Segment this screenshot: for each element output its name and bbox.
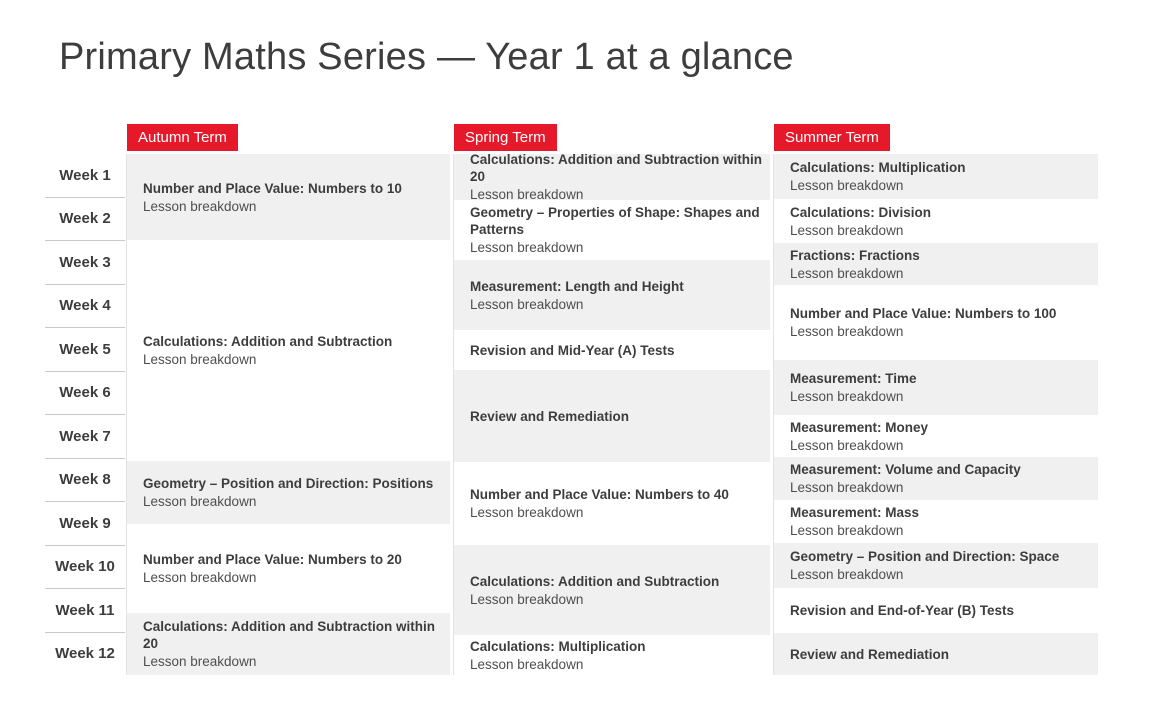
unit-block: [454, 260, 770, 330]
unit-title: Geometry – Position and Direction: Space: [790, 549, 1060, 564]
unit-block: [454, 635, 770, 675]
unit-block: [127, 613, 450, 675]
term-column-spring: [453, 124, 770, 675]
unit-block: [127, 524, 450, 613]
unit-title: Calculations: Division: [790, 204, 932, 220]
unit-block: [454, 154, 770, 200]
unit-block: [774, 633, 1098, 675]
unit-title: Measurement: Money: [790, 419, 929, 435]
week-row-label: Week 7: [45, 415, 125, 459]
lesson-breakdown-link[interactable]: Lesson breakdown: [790, 222, 904, 238]
week-row-label: Week 5: [45, 328, 125, 372]
lesson-breakdown-link[interactable]: Lesson breakdown: [790, 437, 904, 453]
lesson-breakdown-link[interactable]: Lesson breakdown: [470, 591, 584, 607]
unit-title: Measurement: Length and Height: [470, 278, 684, 294]
unit-block: [127, 461, 450, 524]
unit-title: Calculations: Multiplication: [470, 638, 646, 654]
unit-title: Number and Place Value: Numbers to 40: [470, 487, 729, 502]
term-badge-autumn: Autumn Term: [127, 124, 238, 151]
lesson-breakdown-link[interactable]: Lesson breakdown: [790, 567, 904, 582]
lesson-breakdown-link[interactable]: Lesson breakdown: [470, 240, 584, 255]
lesson-breakdown-link[interactable]: Lesson breakdown: [143, 352, 257, 367]
unit-block: [454, 200, 770, 260]
week-row-label: Week 9: [45, 502, 125, 546]
unit-title: Number and Place Value: Numbers to 10: [143, 180, 402, 196]
lesson-breakdown-link[interactable]: Lesson breakdown: [790, 523, 904, 538]
unit-title: Calculations: Addition and Subtraction within 20: [470, 152, 762, 184]
unit-block: [454, 545, 770, 635]
unit-block: [454, 330, 770, 370]
unit-block: [774, 543, 1098, 588]
unit-block: [774, 588, 1098, 633]
week-row-label: Week 8: [45, 459, 125, 503]
unit-title: Review and Remediation: [470, 408, 630, 424]
unit-block: [774, 154, 1098, 199]
term-badge-spring: Spring Term: [454, 124, 557, 151]
lesson-breakdown-link[interactable]: Lesson breakdown: [470, 187, 584, 202]
unit-title: Number and Place Value: Numbers to 20: [143, 552, 402, 567]
unit-block: [774, 457, 1098, 500]
week-column: [45, 154, 125, 675]
lesson-breakdown-link[interactable]: Lesson breakdown: [790, 178, 904, 193]
unit-title: Calculations: Addition and Subtraction within 20: [143, 619, 435, 651]
week-row-label: Week 4: [45, 285, 125, 329]
unit-title: Geometry – Position and Direction: Positions: [143, 476, 434, 491]
unit-title: Fractions: Fractions: [790, 247, 920, 263]
unit-block: [774, 360, 1098, 415]
unit-title: Calculations: Addition and Subtraction: [143, 334, 393, 349]
term-column-summer: [773, 124, 1098, 675]
unit-block: [774, 243, 1098, 285]
term-blocks-summer: [773, 154, 1098, 675]
week-row-label: Week 6: [45, 372, 125, 416]
term-badge-summer: Summer Term: [774, 124, 890, 151]
lesson-breakdown-link[interactable]: Lesson breakdown: [790, 480, 904, 495]
lesson-breakdown-link[interactable]: Lesson breakdown: [143, 570, 257, 585]
lesson-breakdown-link[interactable]: Lesson breakdown: [143, 654, 257, 669]
unit-block: [127, 240, 450, 461]
unit-title: Calculations: Addition and Subtraction: [470, 573, 720, 589]
lesson-breakdown-link[interactable]: Lesson breakdown: [143, 198, 257, 214]
week-row-label: Week 2: [45, 198, 125, 242]
lesson-breakdown-link[interactable]: Lesson breakdown: [470, 505, 584, 520]
unit-title: Measurement: Mass: [790, 505, 920, 520]
unit-title: Calculations: Multiplication: [790, 160, 966, 175]
week-row-label: Week 10: [45, 546, 125, 590]
week-row-label: Week 11: [45, 589, 125, 633]
term-blocks-autumn: [126, 154, 450, 675]
unit-title: Measurement: Volume and Capacity: [790, 462, 1021, 477]
unit-block: [774, 285, 1098, 360]
unit-block: [774, 500, 1098, 543]
unit-block: [774, 199, 1098, 243]
lesson-breakdown-link[interactable]: Lesson breakdown: [143, 494, 257, 509]
lesson-breakdown-link[interactable]: Lesson breakdown: [790, 324, 904, 339]
unit-block: [127, 154, 450, 240]
week-row-label: Week 12: [55, 645, 115, 663]
week-row-label: Week 3: [45, 241, 125, 285]
unit-title: Revision and End-of-Year (B) Tests: [790, 603, 1015, 618]
unit-block: [454, 370, 770, 462]
term-column-autumn: [126, 124, 450, 675]
unit-title: Measurement: Time: [790, 371, 917, 386]
lesson-breakdown-link[interactable]: Lesson breakdown: [470, 656, 584, 672]
unit-title: Geometry – Properties of Shape: Shapes and Patterns: [470, 205, 760, 237]
unit-block: [454, 462, 770, 545]
unit-title: Review and Remediation: [790, 646, 950, 662]
week-row-label: Week 1: [45, 154, 125, 198]
unit-title: Revision and Mid-Year (A) Tests: [470, 342, 675, 358]
year-planner-table: [45, 124, 1105, 675]
unit-title: Number and Place Value: Numbers to 100: [790, 306, 1057, 321]
lesson-breakdown-link[interactable]: Lesson breakdown: [470, 296, 584, 312]
unit-block: [774, 415, 1098, 457]
lesson-breakdown-link[interactable]: Lesson breakdown: [790, 265, 904, 281]
term-blocks-spring: [453, 154, 770, 675]
page-title: Primary Maths Series — Year 1 at a glance: [59, 36, 794, 78]
lesson-breakdown-link[interactable]: Lesson breakdown: [790, 389, 904, 404]
